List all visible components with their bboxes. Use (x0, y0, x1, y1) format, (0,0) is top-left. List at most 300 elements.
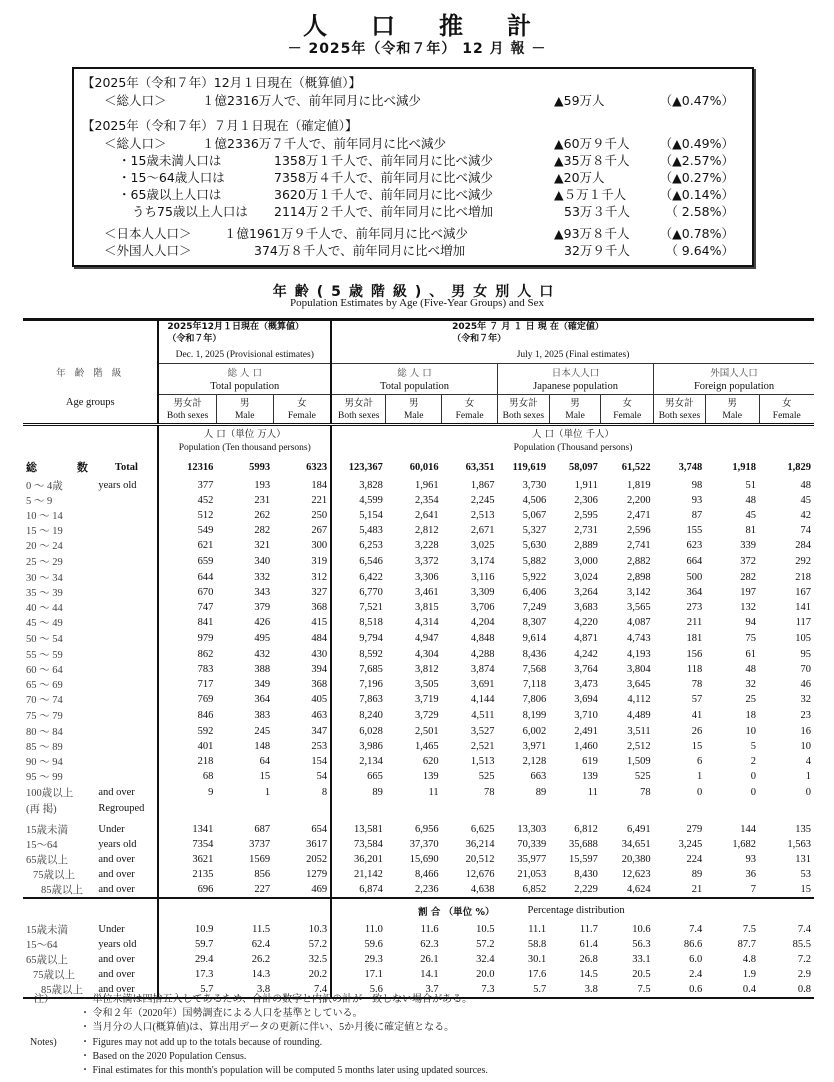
final-row-pct: （▲0.27%） (659, 170, 734, 185)
cell-value: 4,204 (470, 617, 495, 628)
cell-value: 139 (422, 771, 439, 782)
cell-value: 4,599 (331, 493, 386, 508)
cell-value: 18 (745, 710, 757, 721)
cell-value: 227 (216, 882, 273, 898)
cell-value: 3,729 (415, 710, 439, 721)
cell-value: 10.9 (158, 922, 216, 937)
cell-value: 2,134 (331, 754, 386, 769)
cell-value: 4,193 (626, 649, 651, 660)
final-row-label: ・15～64歳人口は (118, 170, 225, 185)
cell-value: 32.5 (308, 954, 328, 965)
row-label-en (95, 538, 158, 553)
table-row (23, 478, 814, 493)
cell-value: 6,812 (574, 824, 598, 835)
cell-value: 979 (158, 630, 216, 647)
cell-value: 841 (158, 615, 216, 630)
cell-value: 4,638 (442, 882, 498, 898)
cell-value: 1,918 (732, 461, 757, 473)
table-row (23, 553, 814, 570)
table-row (23, 600, 814, 615)
cell-value: 1 (805, 771, 811, 782)
cell-value: 430 (311, 649, 328, 660)
sex-header-en: Male (705, 410, 759, 425)
cell-value: 327 (311, 587, 328, 598)
cell-value: 2,641 (415, 510, 439, 521)
row-label-en: Regrouped (98, 803, 145, 814)
report-title: 人口推計 (303, 12, 575, 40)
cell-value: 1.9 (742, 969, 757, 980)
row-label-ja: 90 ～ 94 (26, 757, 63, 768)
cell-value: 432 (254, 649, 271, 660)
pct-row (23, 967, 814, 982)
cell-value: 1,829 (787, 461, 811, 473)
cell-value: 6.0 (689, 954, 703, 965)
cell-value: 32.4 (476, 954, 495, 965)
sex-header-ja: 女 (601, 395, 654, 410)
cell-value: 4,314 (415, 617, 439, 628)
cell-value: 7.4 (797, 924, 811, 935)
row-label-ja: 75歳以上 (33, 870, 75, 881)
cell-value: 6,028 (331, 724, 386, 739)
cell-value: 2,889 (574, 540, 598, 551)
cell-value: 8,518 (331, 615, 386, 630)
row-label-en (95, 724, 158, 739)
cell-value: 340 (254, 556, 271, 567)
cell-value: 10.3 (308, 924, 328, 935)
cell-value: 1,465 (415, 741, 439, 752)
cell-value: 0.4 (705, 982, 759, 998)
cell-value: 12,623 (621, 869, 651, 880)
cell-value: 0 (697, 787, 703, 798)
foreign-pop-pct: （ 9.64%） (665, 243, 734, 258)
cell-value: 495 (254, 633, 271, 644)
cell-value: 3,706 (470, 602, 495, 613)
row-label-ja: 100歳以上 (26, 788, 74, 799)
cell-value: 74 (800, 525, 811, 536)
cell-value: 48 (745, 495, 757, 506)
cell-value: 5993 (249, 461, 271, 473)
cell-value: 7.2 (797, 954, 811, 965)
row-label-en (95, 647, 158, 662)
final-row-text: １億2336万７千人で、前年同月に比べ減少 (202, 136, 447, 151)
table-row (23, 867, 814, 882)
cell-value: 644 (158, 570, 216, 585)
group-ja: 総 人 口 (158, 364, 331, 380)
cell-value: 7,249 (522, 602, 547, 613)
cell-value: 1,961 (415, 480, 439, 491)
sex-header-ja: 男女計 (158, 395, 216, 410)
cell-value: 383 (254, 710, 271, 721)
sex-header-en: Both sexes (654, 410, 706, 425)
sex-header-ja: 女 (273, 395, 331, 410)
cell-value (216, 801, 273, 816)
cell-value: 61,522 (621, 461, 651, 473)
cell-value: 148 (254, 741, 271, 752)
cell-value: 3,245 (678, 839, 703, 850)
cell-value: 78 (691, 679, 703, 690)
row-label-ja: (再 掲) (26, 804, 57, 815)
section-title: 年齢(5歳階級)、男女別人口 (272, 284, 562, 300)
cell-value: 11.6 (420, 924, 439, 935)
cell-value: 549 (158, 523, 216, 538)
cell-value: 3,710 (574, 710, 598, 721)
cell-value: 4,304 (415, 649, 439, 660)
cell-value: 6,253 (331, 538, 386, 553)
cell-value: 93 (691, 495, 703, 506)
cell-value: 11.1 (528, 924, 547, 935)
cell-value: 4,220 (574, 617, 598, 628)
note-en: ・ Figures may not add up to the totals because of rounding. (80, 1037, 323, 1048)
cell-value: 6323 (306, 461, 328, 473)
cell-value: 620 (422, 756, 439, 767)
cell-value: 57 (691, 694, 703, 705)
cell-value: 696 (158, 882, 216, 898)
cell-value: 525 (478, 771, 495, 782)
cell-value: 8,436 (522, 649, 547, 660)
row-label-ja: 65歳以上 (26, 955, 68, 966)
sex-header-ja: 男女計 (331, 395, 386, 410)
unit-provisional-ja: 人 口（単位 万人） (158, 425, 331, 441)
group-ja: 日本人人口 (498, 364, 654, 380)
cell-value: 41 (691, 710, 703, 721)
unit-final-ja: 人 口（単位 千人） (331, 425, 814, 441)
cell-value: 58,097 (569, 461, 598, 473)
cell-value: 231 (254, 495, 271, 506)
cell-value: 68 (158, 769, 216, 784)
unit-final-en: Population (Thousand persons) (331, 440, 814, 456)
row-label-en: Under (98, 824, 125, 835)
row-label-en (95, 707, 158, 724)
cell-value: 2,596 (626, 525, 651, 536)
sex-header-en: Male (549, 410, 601, 425)
cell-value: 5 (750, 741, 757, 752)
cell-value: 2,513 (470, 510, 495, 521)
cell-value: 57.2 (308, 939, 328, 950)
cell-value: 3,024 (574, 572, 598, 583)
cell-value: 211 (686, 617, 703, 628)
cell-value: 45 (745, 510, 757, 521)
cell-value: 14.3 (251, 969, 271, 980)
row-label-ja: 55 ～ 59 (26, 650, 63, 661)
cell-value: 663 (530, 771, 547, 782)
cell-value: 3.7 (386, 982, 442, 998)
cell-value: 2,491 (574, 726, 598, 737)
cell-value: 73,584 (331, 837, 386, 852)
cell-value: 6,546 (331, 553, 386, 570)
cell-value: 20.5 (632, 969, 651, 980)
row-label-ja: 45 ～ 49 (26, 618, 63, 629)
cell-value: 29.3 (331, 952, 386, 967)
cell-value: 132 (740, 602, 757, 613)
cell-value: 3737 (249, 839, 271, 850)
cell-value: 54 (316, 771, 328, 782)
table-row (23, 692, 814, 707)
row-label-ja: 50 ～ 54 (26, 634, 63, 645)
cell-value: 364 (686, 587, 703, 598)
cell-value: 46 (800, 679, 811, 690)
cell-value: 3,874 (470, 664, 495, 675)
cell-value: 123,367 (331, 456, 386, 478)
cell-value: 42 (800, 510, 811, 521)
row-label-en (95, 630, 158, 647)
cell-value: 17.6 (527, 969, 547, 980)
cell-value: 2 (750, 756, 757, 767)
cell-value: 9,614 (522, 633, 547, 644)
cell-value: 139 (582, 771, 598, 782)
row-label-en: and over (95, 882, 158, 898)
cell-value: 621 (158, 538, 216, 553)
cell-value: 7.4 (273, 982, 331, 998)
row-label-en: and over (98, 869, 135, 880)
cell-value: 7,521 (331, 600, 386, 615)
cell-value: 368 (311, 679, 328, 690)
note-en: ・ Final estimates for this month's population will be computed 5 months later using updated sources. (80, 1065, 488, 1076)
cell-value: 2,354 (415, 495, 439, 506)
cell-value: 36 (745, 869, 757, 880)
cell-value: 95 (800, 649, 811, 660)
cell-value: 2,731 (574, 525, 598, 536)
table-row (23, 707, 814, 724)
cell-value: 10.5 (476, 924, 495, 935)
cell-value: 3,748 (678, 461, 703, 473)
cell-value: 14.5 (579, 969, 598, 980)
cell-value: 29.4 (158, 952, 216, 967)
final-row-pct: （▲2.57%） (659, 153, 734, 168)
cell-value: 11.5 (252, 924, 271, 935)
provisional-total-pct: （▲0.47%） (659, 93, 734, 108)
note-ja: ・ 当月分の人口(概算値)は、算出用データの更新に伴い、5か月後に確定値となる。 (80, 1022, 455, 1033)
note-ja: ・ 単位未満は四捨五入してあるため、合計の数字と内訳の計が一致しない場合がある。 (80, 994, 473, 1005)
final-row-label: ・65歳以上人口は (118, 187, 222, 202)
cell-value: 21,053 (517, 869, 547, 880)
row-label-en (95, 493, 158, 508)
cell-value: 377 (158, 478, 216, 493)
cell-value: 8,240 (331, 707, 386, 724)
cell-value: 2,229 (549, 882, 601, 898)
cell-value: 846 (158, 707, 216, 724)
cell-value: 5,154 (331, 508, 386, 523)
table-row (23, 754, 814, 769)
cell-value: 14.1 (420, 969, 439, 980)
cell-value: 405 (311, 694, 328, 705)
cell-value: 2,236 (386, 882, 442, 898)
cell-value (386, 801, 442, 816)
row-label-en (95, 769, 158, 784)
cell-value: 687 (254, 824, 271, 835)
final-row-pct: （▲0.14%） (659, 187, 734, 202)
cell-value: 253 (311, 741, 328, 752)
cell-value: 394 (311, 664, 328, 675)
cell-value: 64 (259, 756, 271, 767)
cell-value: 2,200 (626, 495, 651, 506)
cell-value: 32 (800, 694, 811, 705)
cell-value: 2135 (158, 867, 216, 882)
japanese-pop-change: ▲93万８千人 (554, 226, 630, 241)
cell-value: 4.8 (742, 954, 757, 965)
cell-value: 1,682 (732, 839, 757, 850)
cell-value: 4,947 (415, 633, 439, 644)
cell-value: 415 (311, 617, 328, 628)
cell-value: 193 (254, 480, 271, 491)
table-row (23, 615, 814, 630)
cell-value: 3,264 (574, 587, 598, 598)
cell-value: 60,016 (409, 461, 439, 473)
row-label-en (95, 739, 158, 754)
notes-label-en: Notes) (30, 1037, 57, 1048)
final-row-text: 3620万１千人で、前年同月に比べ減少 (274, 187, 494, 202)
cell-value: 15,690 (409, 854, 439, 865)
cell-value: 670 (158, 585, 216, 600)
cell-value (158, 801, 216, 816)
cell-value: 6,422 (331, 570, 386, 585)
cell-value: 7,568 (522, 664, 547, 675)
cell-value: 23 (800, 710, 811, 721)
cell-value: 9,794 (331, 630, 386, 647)
cell-value: 3,306 (415, 572, 439, 583)
cell-value: 144 (740, 824, 757, 835)
row-label-en (95, 553, 158, 570)
sex-header-en: Female (442, 410, 498, 425)
cell-value: 48 (800, 480, 811, 491)
cell-value: 512 (158, 508, 216, 523)
table-row (23, 852, 814, 867)
table-row (23, 724, 814, 739)
final-header (331, 320, 814, 348)
population-table (23, 318, 814, 999)
sex-header-ja: 男女計 (498, 395, 550, 410)
row-label-ja: 15～64 (26, 940, 58, 951)
final-row-text: 2114万２千人で、前年同月に比べ増加 (274, 204, 494, 219)
cell-value: 8 (321, 787, 328, 798)
cell-value: 2,898 (626, 572, 651, 583)
cell-value: 20.2 (308, 969, 328, 980)
cell-value: 262 (254, 510, 271, 521)
row-label-ja: 60 ～ 64 (26, 665, 63, 676)
cell-value: 6,625 (470, 824, 495, 835)
cell-value: 1,563 (787, 839, 811, 850)
age-groups-en: Age groups (65, 396, 115, 408)
cell-value: 224 (686, 854, 703, 865)
pct-unit-ja: 割 合 （単位 %） (331, 898, 497, 922)
cell-value: 2,306 (574, 495, 598, 506)
cell-value: 59.6 (331, 937, 386, 952)
cell-value: 3,812 (415, 664, 439, 675)
cell-value: 20,380 (621, 854, 651, 865)
cell-value: 6 (697, 756, 703, 767)
cell-value: 35,688 (569, 839, 598, 850)
cell-value: 8,307 (522, 617, 547, 628)
cell-value: 62.4 (251, 939, 271, 950)
cell-value: 368 (311, 602, 328, 613)
final-header-en: July 1, 2025 (Final estimates) (331, 348, 814, 364)
cell-value: 78 (640, 787, 651, 798)
cell-value: 17.1 (331, 967, 386, 982)
cell-value: 1,509 (626, 756, 651, 767)
cell-value: 267 (311, 525, 328, 536)
row-label-en (95, 615, 158, 630)
cell-value: 7,806 (522, 694, 547, 705)
cell-value: 70,339 (517, 839, 547, 850)
final-row-change: ▲５万１千人 (554, 187, 627, 202)
cell-value: 7.3 (442, 982, 498, 998)
cell-value: 2.9 (797, 969, 811, 980)
row-label-ja: 40 ～ 44 (26, 603, 63, 614)
foreign-pop-label: ＜外国人人口＞ (104, 243, 192, 258)
cell-value: 15,597 (569, 854, 598, 865)
cell-value: 2,512 (626, 741, 651, 752)
cell-value: 364 (254, 694, 271, 705)
cell-value: 94 (745, 617, 757, 628)
cell-value (759, 801, 814, 816)
cell-value: 525 (634, 771, 651, 782)
cell-value: 7.5 (742, 924, 757, 935)
pct-unit-en: Percentage distribution (527, 905, 625, 916)
cell-value (601, 801, 654, 816)
cell-value: 4,743 (626, 633, 651, 644)
cell-value: 3.8 (216, 982, 273, 998)
cell-value: 5,483 (331, 523, 386, 538)
cell-value: 2,812 (415, 525, 439, 536)
cell-value: 10.6 (632, 924, 651, 935)
cell-value: 26.1 (420, 954, 439, 965)
note-en: ・ Based on the 2020 Population Census. (80, 1051, 247, 1062)
cell-value: 3,645 (626, 679, 651, 690)
cell-value: 59.7 (158, 937, 216, 952)
cell-value: 0 (805, 787, 811, 798)
cell-value: 6,002 (522, 726, 547, 737)
foreign-pop-change: 32万９千人 (564, 243, 630, 258)
cell-value: 36,201 (331, 852, 386, 867)
cell-value: 2,245 (470, 495, 495, 506)
final-row-change: ▲60万９千人 (554, 136, 630, 151)
cell-value: 5,922 (522, 572, 547, 583)
sex-header-en: Female (273, 410, 331, 425)
provisional-total-change: ▲59万人 (554, 93, 605, 108)
cell-value: 319 (311, 556, 328, 567)
cell-value: 3,174 (470, 556, 495, 567)
cell-value: 665 (331, 769, 386, 784)
cell-value (549, 801, 601, 816)
cell-value: 2,471 (626, 510, 651, 521)
row-label-ja: 95 ～ 99 (26, 772, 63, 783)
cell-value: 4,848 (470, 633, 495, 644)
cell-value: 63,351 (465, 461, 495, 473)
final-row-text: 7358万４千人で、前年同月に比べ減少 (274, 170, 494, 185)
cell-value: 379 (254, 602, 271, 613)
sex-header-ja: 男 (705, 395, 759, 410)
cell-value: 10 (800, 741, 811, 752)
cell-value: 85.5 (792, 939, 811, 950)
row-label-ja: 10 ～ 14 (26, 511, 63, 522)
cell-value: 3617 (306, 839, 328, 850)
cell-value: 8,430 (574, 869, 598, 880)
cell-value: 0.6 (654, 982, 706, 998)
cell-value: 135 (795, 824, 811, 835)
row-label-en (95, 600, 158, 615)
cell-value: 4,112 (627, 694, 651, 705)
cell-value: 401 (158, 739, 216, 754)
row-label-ja: 0 ～ 4歳 (26, 481, 63, 492)
cell-value: 3,025 (470, 540, 495, 551)
cell-value: 3,228 (415, 540, 439, 551)
cell-value: 273 (686, 602, 703, 613)
cell-value: 7.4 (689, 924, 703, 935)
cell-value: 78 (484, 787, 495, 798)
cell-value: 17.3 (158, 967, 216, 982)
table-row (23, 647, 814, 662)
cell-value: 2,501 (415, 726, 439, 737)
cell-value: 8,466 (415, 869, 439, 880)
